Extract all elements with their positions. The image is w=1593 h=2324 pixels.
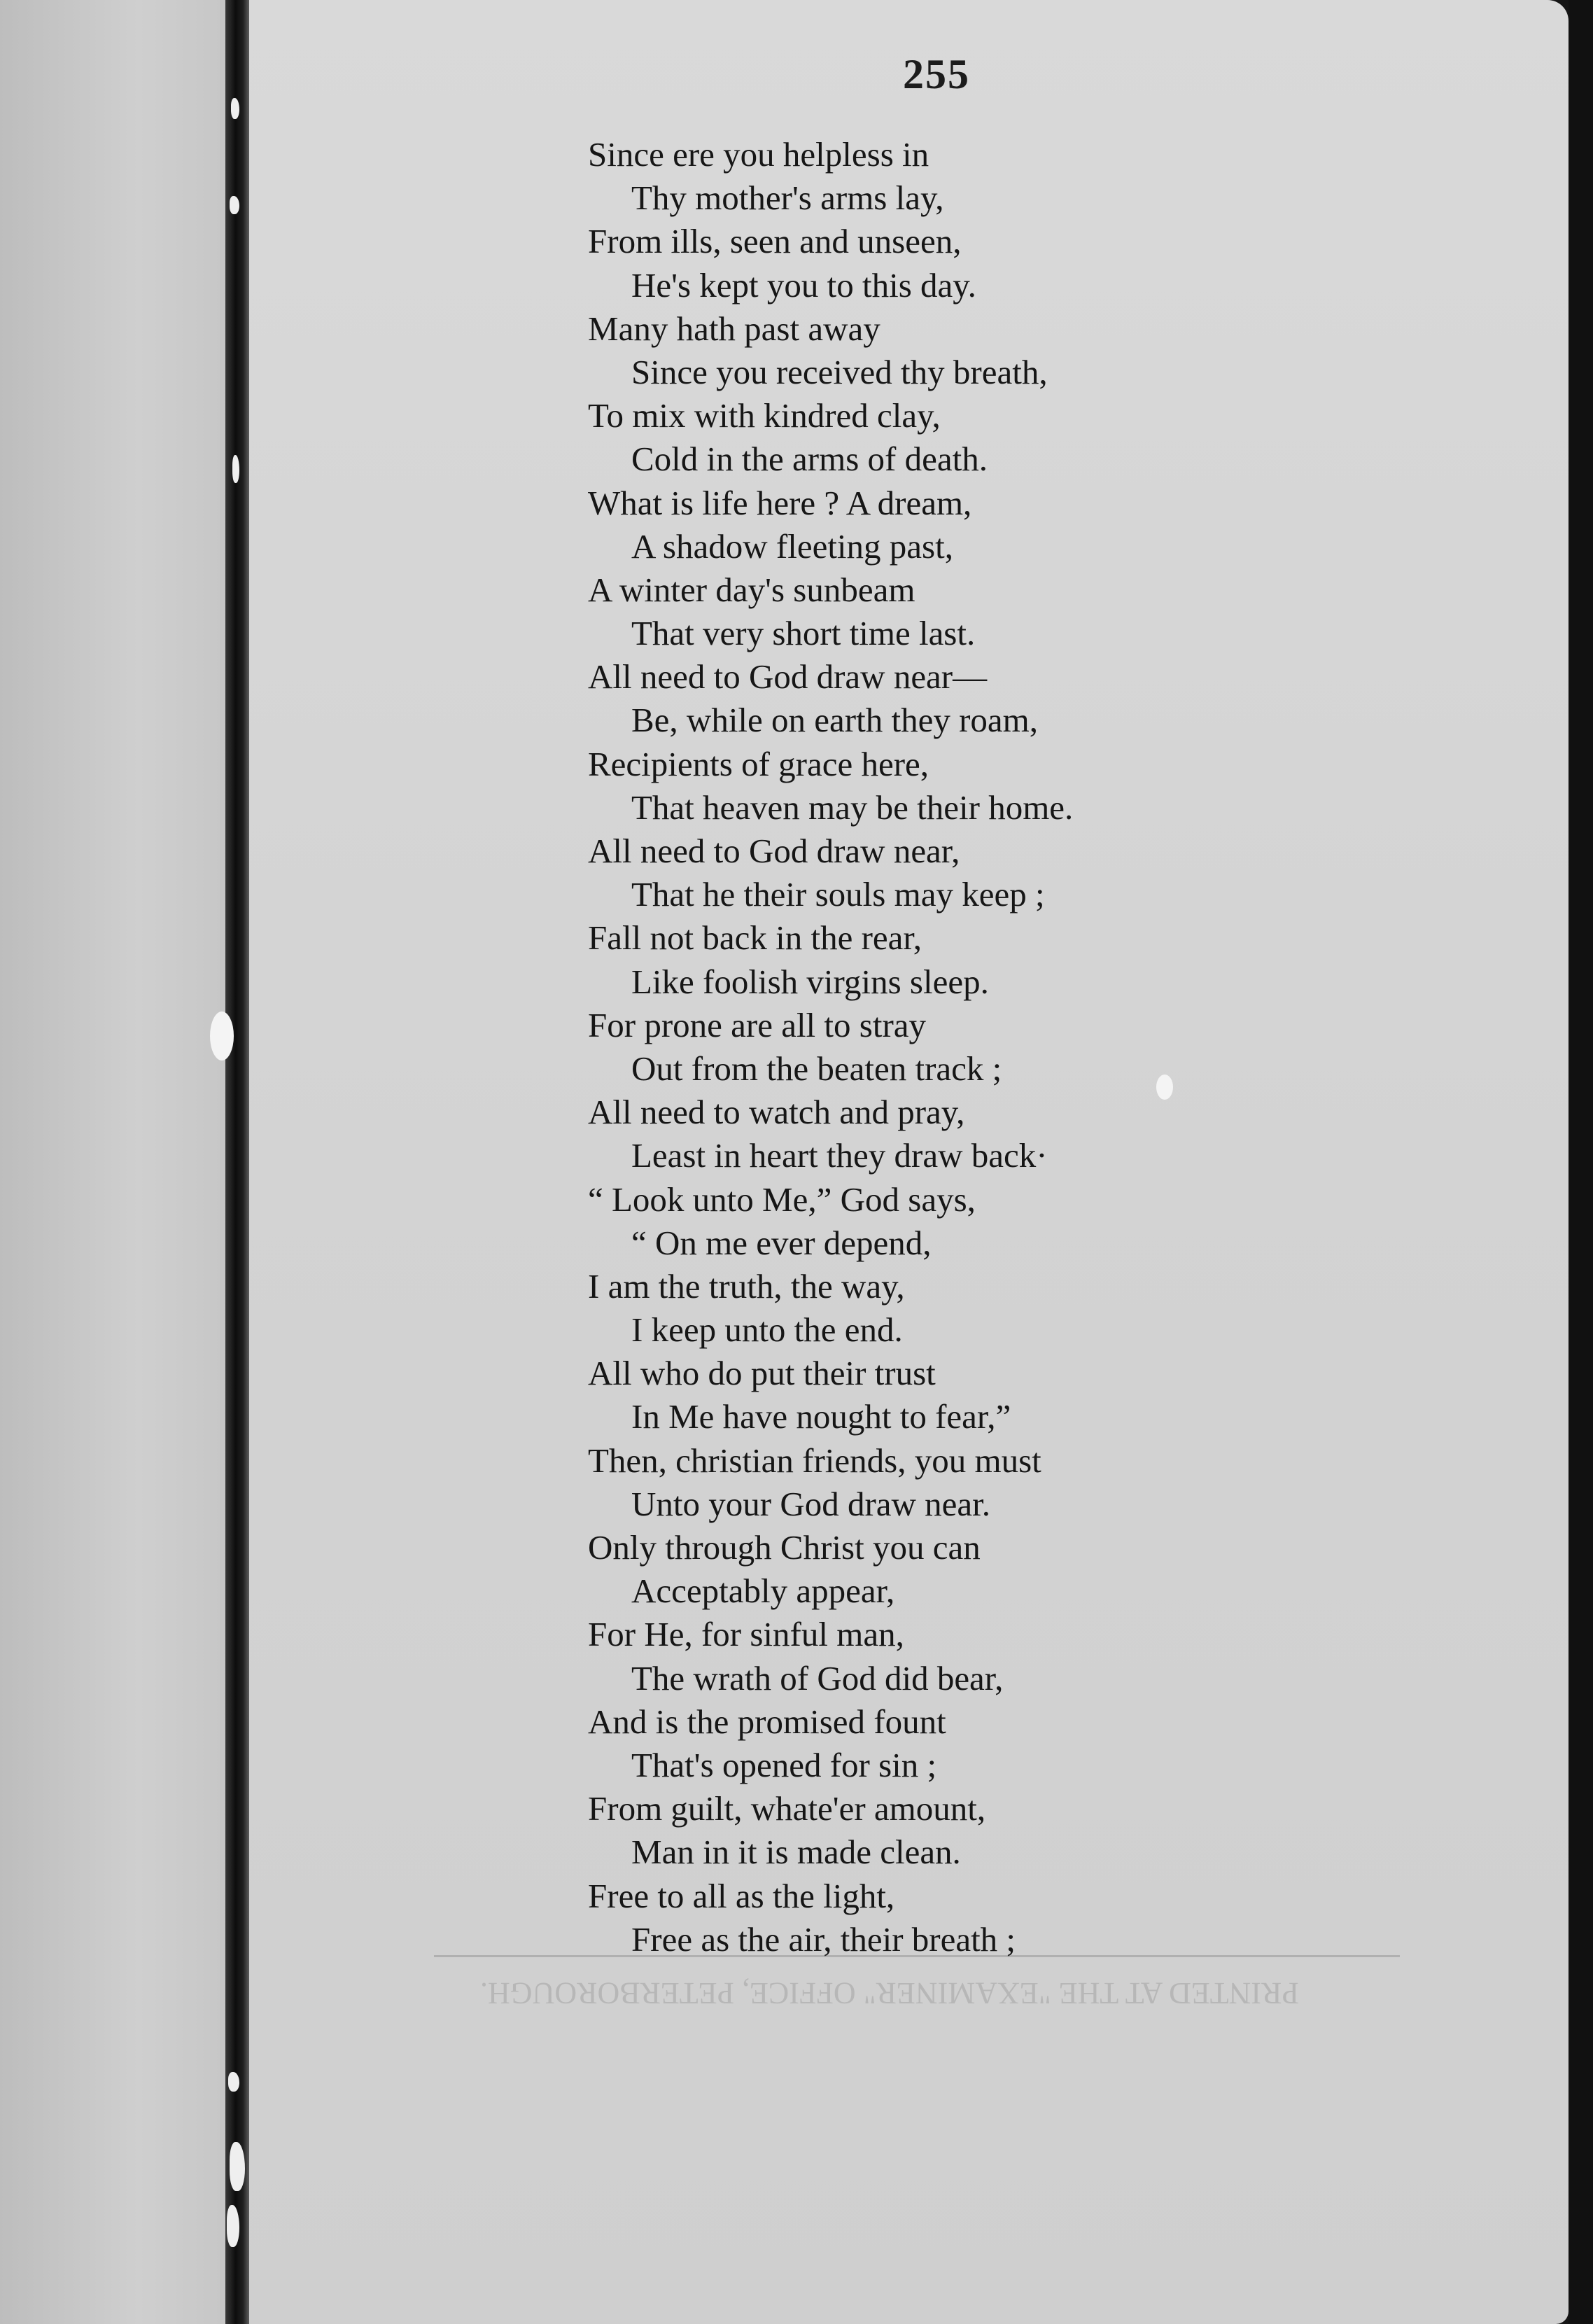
poem-line: “ Look unto Me,” God says, — [588, 1180, 976, 1219]
poem-line: Unto your God draw near. — [631, 1484, 991, 1523]
poem-line: Cold in the arms of death. — [631, 440, 988, 479]
poem-line: That heaven may be their home. — [631, 788, 1074, 827]
poem-line: From ills, seen and unseen, — [588, 222, 962, 261]
poem-line: I keep unto the end. — [631, 1310, 903, 1350]
poem-line: For He, for sinful man, — [588, 1615, 904, 1654]
paper-speck — [210, 1011, 234, 1060]
right-scan-edge — [1569, 0, 1593, 2324]
poem-line: All need to God draw near— — [588, 657, 988, 696]
poem-line: To mix with kindred clay, — [588, 396, 941, 435]
poem-line: Fall not back in the rear, — [588, 918, 922, 958]
poem-line: All need to watch and pray, — [588, 1093, 965, 1132]
poem-line: Free to all as the light, — [588, 1876, 895, 1915]
poem-line: That he their souls may keep ; — [631, 875, 1045, 914]
poem-line: In Me have nought to fear,” — [631, 1397, 1011, 1436]
poem-line: Man in it is made clean. — [631, 1833, 961, 1872]
poem-line: And is the promised fount — [588, 1702, 946, 1741]
poem-line: What is life here ? A dream, — [588, 483, 972, 522]
poem-line: Then, christian friends, you must — [588, 1441, 1041, 1480]
footer-rule — [434, 1955, 1400, 1957]
poem-line: Acceptably appear, — [631, 1572, 895, 1611]
poem-line: From guilt, whate'er amount, — [588, 1789, 986, 1828]
poem-line: The wrath of God did bear, — [631, 1658, 1004, 1698]
poem-line: Thy mother's arms lay, — [631, 178, 944, 218]
poem-line: Since ere you helpless in — [588, 135, 929, 174]
poem-line: Since you received thy breath, — [631, 352, 1048, 391]
poem-line: Least in heart they draw back· — [631, 1136, 1048, 1175]
poem-line: A winter day's sunbeam — [588, 570, 915, 609]
poem-line: Many hath past away — [588, 309, 880, 348]
poem-line: Out from the beaten track ; — [631, 1049, 1002, 1088]
poem-line: Recipients of grace here, — [588, 744, 929, 783]
book-spine — [225, 0, 251, 2324]
poem-text — [588, 133, 1288, 1961]
poem-line: All who do put their trust — [588, 1354, 936, 1393]
poem-line: That very short time last. — [631, 614, 976, 653]
poem-line: A shadow fleeting past, — [631, 526, 953, 566]
poem-line: That's opened for sin ; — [631, 1745, 937, 1784]
poem-line: Only through Christ you can — [588, 1528, 981, 1567]
page-number: 255 — [903, 51, 970, 97]
poem-line: “ On me ever depend, — [631, 1223, 932, 1262]
poem-line: Like foolish virgins sleep. — [631, 962, 989, 1001]
poem-line: He's kept you to this day. — [631, 265, 976, 304]
poem-line: For prone are all to stray — [588, 1005, 927, 1044]
poem-line: All need to God draw near, — [588, 832, 960, 870]
poem-line: I am the truth, the way, — [588, 1266, 905, 1306]
bleed-through-footer: PRINTED AT THE "EXAMINER" OFFICE, PETERBOROUGH. — [480, 1976, 1299, 2010]
poem-line: Be, while on earth they roam, — [631, 701, 1039, 740]
poem-line: Free as the air, their breath ; — [631, 1919, 1016, 1959]
left-page-edge — [0, 0, 231, 2324]
